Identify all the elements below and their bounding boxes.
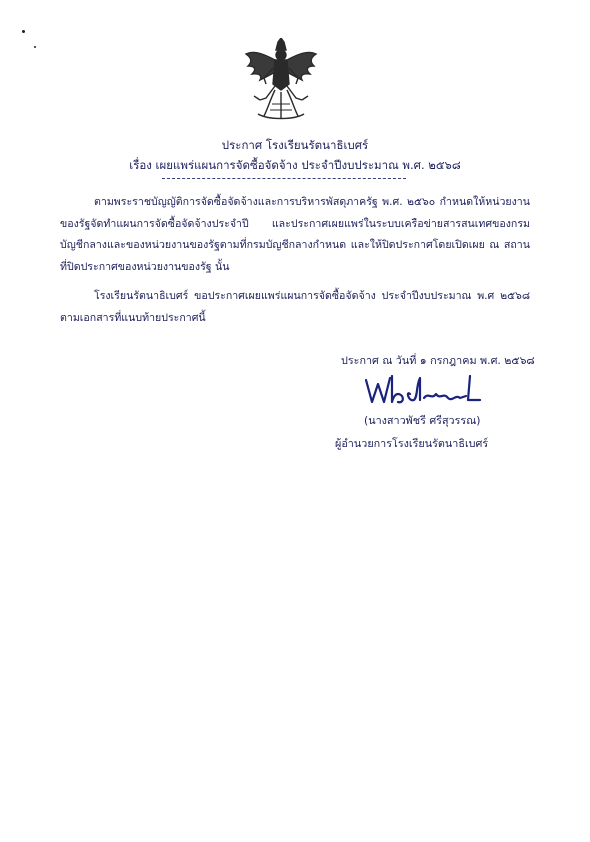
signature — [362, 372, 492, 408]
announcement-date: ประกาศ ณ วันที่ ๑ กรกฎาคม พ.ศ. ๒๕๖๘ — [341, 354, 535, 367]
header-divider — [162, 178, 406, 179]
body-paragraph-1: ตามพระราชบัญญัติการจัดซื้อจัดจ้างและการบริหารพัสดุภาครัฐ พ.ศ. ๒๕๖๐ กำหนดให้หน่วยงานของรัฐจัดทำแผนการจัดซื้อจัดจ้างประจำปี และประกาศเผยแพร่ในระบบเครือข่ายสารสนเทศของกรมบัญชีกลางและของหน่วยงานของรัฐตามที่กรมบัญชีกลางกำหนด และให้ปิดประกาศโดยเปิดเผย ณ สถานที่ปิดประกาศของหน่วยงานของรัฐ นั้น — [60, 196, 530, 273]
signatory-title: ผู้อำนวยการโรงเรียนรัตนาธิเบศร์ — [335, 437, 489, 450]
body-paragraph-2: โรงเรียนรัตนาธิเบศร์ ขอประกาศเผยแพร่แผนการจัดซื้อจัดจ้าง ประจำปีงบประมาณ พ.ศ ๒๕๖๘ ตามเอกสารที่แนบท้ายประกาศนี้ — [60, 290, 530, 324]
scan-speck — [22, 30, 25, 33]
scan-speck — [34, 46, 36, 48]
signatory-name: (นางสาวพัชรี ศรีสุวรรณ) — [364, 414, 481, 427]
announcement-subject: เรื่อง เผยแพร่แผนการจัดซื้อจัดจ้าง ประจำปีงบประมาณ พ.ศ. ๒๕๖๘ — [129, 158, 461, 172]
announcement-title: ประกาศ โรงเรียนรัตนาธิเบศร์ — [221, 138, 369, 152]
garuda-emblem-icon — [244, 38, 318, 120]
